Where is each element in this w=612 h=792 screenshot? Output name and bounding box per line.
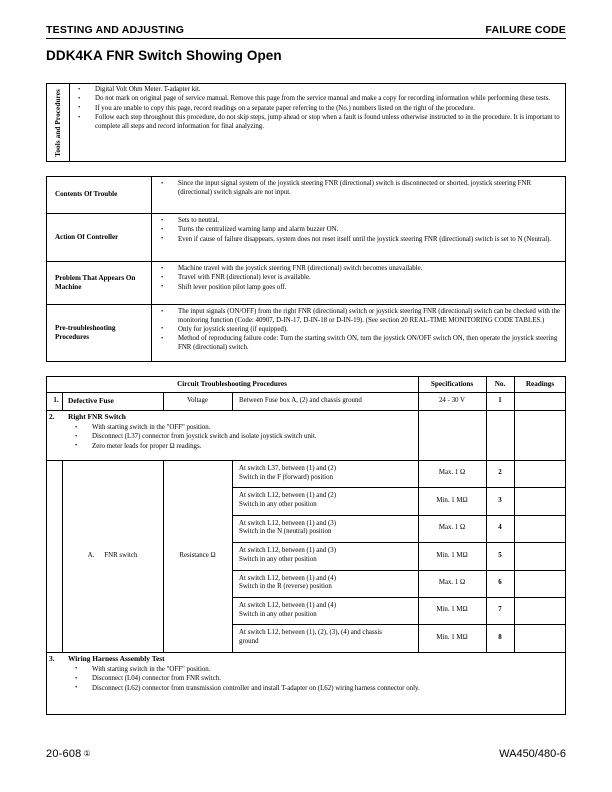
measurement-reading	[514, 570, 566, 597]
measurement-reading	[514, 460, 566, 487]
list-item: • With starting switch in the "OFF" position.	[72, 666, 522, 675]
step2-bottom-rule	[46, 652, 566, 653]
info-row-label-text: Contents Of Trouble	[55, 190, 118, 198]
measurement-description-line1: At switch L12, between (1) and (4)	[239, 602, 337, 609]
info-row-label-text: Pre-troubleshooting Procedures	[55, 324, 116, 341]
list-item: • Shift lever position pilot lamp goes off.	[158, 284, 561, 293]
step1-reading	[514, 392, 566, 410]
footer-page-value: 20-608	[46, 748, 82, 760]
step3-number: 3.	[49, 653, 55, 663]
measurement-spec: Min. 1 MΩ	[436, 551, 468, 559]
step1-measure-left-rule	[163, 392, 164, 410]
measurement-spec: Min. 1 MΩ	[436, 606, 468, 614]
step2-intro-bullets	[72, 424, 492, 451]
list-item: • Machine travel with the joystick steering FNR (directional) switch becomes unavailable.	[158, 265, 561, 274]
measurement-description-line1: At switch L12, between (1) and (2)	[239, 492, 337, 500]
measurement-spec: Max. 1 Ω	[438, 578, 466, 586]
measurement-no: 8	[498, 633, 502, 641]
measurement-reading	[514, 515, 566, 542]
tools-list-item: • If you are unable to copy this page, record readings on a separate paper referring to the (No.) numbers listed on the right of the procedure.	[75, 105, 561, 114]
list-item: • Turns the centralized warning lamp and alarm buzzer ON.	[158, 226, 561, 235]
step2-title-left-rule	[62, 460, 63, 652]
info-row-bullets	[158, 308, 561, 353]
step3-bullets	[72, 666, 522, 693]
info-row-bullets	[158, 180, 561, 197]
measurement-description-line1: At switch L12, between (1) and (3)	[239, 519, 337, 527]
tools-list-item: • Digital Volt Ohm Meter. T-adapter kit.	[75, 86, 561, 95]
step2-sub-wrap	[62, 550, 163, 562]
info-row-label	[46, 213, 151, 261]
measurement-no: 5	[498, 551, 502, 559]
measurement-no: 3	[498, 496, 502, 504]
measurement-description	[239, 602, 413, 619]
page-title: DDK4KA FNR Switch Showing Open	[46, 48, 282, 63]
measurement-description-line2: ground	[239, 637, 259, 645]
step2-measure: Resistance Ω	[179, 551, 216, 559]
measurement-description-line2: Switch in any other position	[239, 610, 317, 618]
spec-column-rule	[418, 376, 419, 652]
info-row-label	[46, 261, 151, 304]
list-item: • Only for joystick steering (if equipped).	[158, 326, 561, 335]
info-row-body	[158, 265, 561, 302]
measurement-no: 6	[498, 578, 502, 586]
step2-title: Right FNR Switch	[68, 412, 126, 421]
list-item: • Disconnect (L04) connector from FNR switch.	[72, 675, 522, 684]
step3-title: Wiring Harness Assembly Test	[68, 653, 165, 663]
step2-intro-bullets-host	[72, 424, 492, 452]
info-row-label-text: Problem That Appears On Machine	[55, 273, 136, 291]
list-item: • Even if cause of failure disappears, system does not reset itself until the joystick steering FNR (directional) switch is set to N (Neutral).	[158, 236, 561, 245]
measurement-reading	[514, 542, 566, 569]
measurement-reading	[514, 487, 566, 514]
header-left-title: TESTING AND ADJUSTING	[46, 24, 185, 36]
tools-list-item: • Follow each step throughout this procedure, do not skip steps, jump ahead or stop when a fault is found unless otherwise instructed to in the procedure. It is important to complete all steps and record information for final analyzing.	[75, 114, 561, 131]
measurement-description-line2: Switch in any other position	[239, 555, 317, 563]
step1-desc-left-rule	[232, 392, 233, 410]
step2-sub-title: FNR switch	[104, 551, 138, 559]
measurement-description	[239, 492, 413, 509]
info-row-body	[158, 308, 561, 360]
step1-number: 1.	[53, 396, 59, 404]
tools-vertical-label	[46, 83, 69, 162]
list-item: • Zero meter leads for proper Ω readings.	[72, 443, 492, 452]
measurement-description	[239, 629, 413, 646]
page-footer	[46, 748, 566, 760]
measurement-no: 4	[498, 524, 502, 532]
list-item: • Disconnect (L62) connector from transmission controller and install T-adapter on (L62) wiring harness connector only.	[72, 685, 522, 694]
measurement-description-line1: At switch L12, between (1), (2), (3), (4) and chassis	[239, 629, 382, 637]
footer-page-number	[46, 748, 91, 760]
proc-header-readings: Readings	[525, 379, 555, 388]
info-table-column-divider	[151, 176, 152, 362]
measurement-description	[239, 465, 413, 482]
measurement-description	[239, 547, 413, 564]
step1-title: Defective Fuse	[68, 395, 114, 405]
step1-title-left-rule	[62, 392, 63, 410]
list-item: • Since the input signal system of the joystick steering FNR (directional) switch is disconnected or shorted, joystick steering FNR (directional) switch signals are not input.	[158, 180, 561, 197]
step1-no: 1	[498, 396, 502, 404]
tools-label-text: Tools and Procedures	[53, 88, 62, 157]
info-row-label	[46, 304, 151, 362]
measurement-spec: Min. 1 MΩ	[436, 496, 468, 504]
info-row-label	[46, 176, 151, 213]
readings-column-rule	[514, 376, 515, 652]
step2-sub-label: A.	[87, 551, 95, 559]
step2-desc-left-rule	[232, 460, 233, 652]
list-item: • Disconnect (L37) connector from joystick switch and isolate joystick switch unit.	[72, 433, 492, 442]
measurement-description-line1: At switch L12, between (1) and (3)	[239, 547, 337, 555]
info-row-bullets	[158, 217, 561, 244]
tools-body	[75, 86, 561, 132]
measurement-description-line2: Switch in the N (neutral) position	[239, 528, 332, 536]
list-item: • Sets to neutral.	[158, 217, 561, 226]
header-right-title: FAILURE CODE	[485, 24, 566, 36]
measurement-reading	[514, 624, 566, 651]
tools-list	[75, 86, 561, 131]
list-item: • Travel with FNR (directional) lever is available.	[158, 274, 561, 283]
measurement-spec: Min. 1 MΩ	[436, 633, 468, 641]
proc-header-main: Circuit Troubleshooting Procedures	[177, 379, 287, 388]
step1-bottom-rule	[46, 410, 566, 411]
step1-spec: 24 - 30 V	[438, 396, 466, 404]
step1-description: Between Fuse box A, (2) and chassis ground	[239, 396, 362, 404]
measurement-description-line1: At switch L37, between (1) and (2)	[239, 465, 337, 472]
measurement-reading	[514, 597, 566, 624]
measurement-description	[239, 575, 413, 592]
info-row-label-text: Action Of Controller	[55, 232, 119, 241]
info-row-bullets	[158, 265, 561, 292]
step3-bullets-host	[72, 666, 522, 694]
measurement-description-line2: Switch in the F (forward) position	[239, 473, 333, 481]
measurement-spec: Max. 1 Ω	[438, 469, 466, 477]
running-header	[46, 24, 566, 39]
tools-list-item: • Do not mark on original page of service manual. Remove this page from the service manual and make a copy for recording information while performing these tests.	[75, 95, 561, 104]
measurement-description-line1: At switch L12, between (1) and (4)	[239, 574, 337, 582]
info-row-body	[158, 180, 561, 211]
measurement-description	[239, 520, 413, 537]
proc-header-no: No.	[494, 379, 506, 388]
footer-page-mark: ①	[83, 749, 91, 758]
tools-label-divider	[69, 83, 70, 162]
measurement-no: 2	[498, 469, 502, 477]
footer-model: WA450/480-6	[499, 748, 566, 760]
info-row-body	[158, 217, 561, 259]
measurement-spec: Max. 1 Ω	[438, 524, 466, 532]
measurement-no: 7	[498, 606, 502, 614]
step1-measure: Voltage	[187, 396, 208, 404]
no-column-rule	[486, 376, 487, 652]
list-item: • The input signals (ON/OFF) from the right FNR (directional) switch or joystick steering FNR (directional) switch can be checked with the monitoring function (Code: 40907, D-IN-17, D-IN-18 or D-IN-19). (See section 20 REAL-TIME MONITORING CODE TABLES.)	[158, 308, 561, 325]
step2-number: 2.	[49, 412, 55, 421]
list-item: • Method of reproducing failure code: Turn the starting switch ON, turn the joystick ON/OFF switch ON, then operate the joystick steering FNR (directional) switch.	[158, 335, 561, 352]
measurement-description-line2: Switch in any other position	[239, 500, 317, 508]
step2-measure-left-rule	[163, 460, 164, 652]
measurement-description-line2: Switch in the R (reverse) position	[239, 583, 332, 591]
proc-header-specifications: Specifications	[430, 379, 474, 388]
list-item: • With starting switch in the "OFF" position.	[72, 424, 492, 433]
